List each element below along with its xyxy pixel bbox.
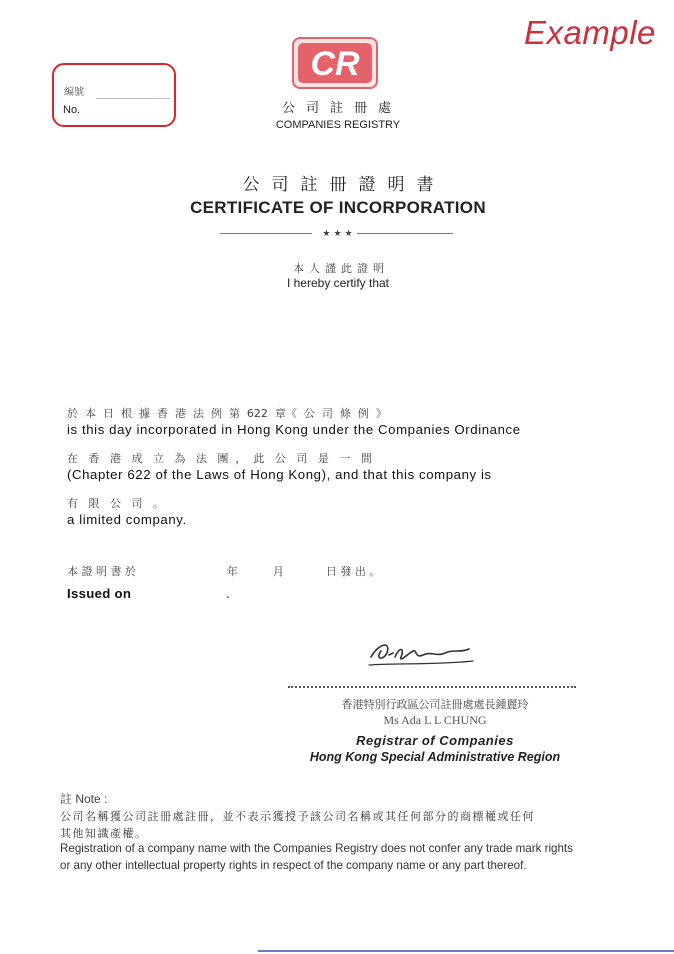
- note-text-en-1: Registration of a company name with the Companies Registry does not confer any trade mark rights: [60, 842, 573, 855]
- certificate-title-zh: 公司註冊證明書: [242, 175, 446, 195]
- note-heading: 註 Note :: [60, 792, 108, 806]
- registrar-title: Registrar of Companies: [356, 733, 514, 748]
- note-text-en-2: or any other intellectual property rights in respect of the company name or any part thereof.: [60, 859, 527, 872]
- registry-name-zh: 公司註冊處: [281, 101, 402, 116]
- registry-name-en: COMPANIES REGISTRY: [275, 119, 401, 131]
- registrar-name-en: Ms Ada L L CHUNG: [383, 713, 487, 727]
- companies-registry-logo: [292, 37, 378, 89]
- page-bottom-edge: [258, 950, 674, 952]
- watermark-example: Example: [524, 14, 656, 51]
- registrar-region: Hong Kong Special Administrative Region: [309, 750, 561, 764]
- ornament-stars: ★★★: [322, 228, 356, 238]
- certify-text-en: I hereby certify that: [286, 276, 390, 290]
- ornament-line-right: [357, 233, 453, 234]
- certificate-title-en: CERTIFICATE OF INCORPORATION: [190, 198, 486, 217]
- logo-text: CR: [310, 45, 360, 83]
- body-line2-zh: 在 香 港 成 立 為 法 團 ， 此 公 司 是 一 間: [67, 452, 372, 465]
- body-line1-zh: 於 本 日 根 據 香 港 法 例 第 622 章《 公 司 條 例 》: [67, 407, 387, 420]
- certify-text-zh: 本人謹此證明: [293, 262, 389, 275]
- issued-text-en: Issued on: [67, 586, 132, 601]
- note-text-zh-2: 其他知識產權。: [60, 827, 148, 840]
- registrar-name-zh: 香港特別行政區公司註冊處處長鍾麗玲: [341, 698, 529, 711]
- body-line3-en: a limited company.: [67, 512, 187, 527]
- signature-dotted-line: [288, 686, 576, 688]
- body-line1-en: is this day incorporated in Hong Kong under the Companies Ordinance: [67, 422, 521, 437]
- number-label-zh: 編號: [64, 87, 84, 98]
- body-line2-en: (Chapter 622 of the Laws of Hong Kong), and that this company is: [67, 467, 492, 482]
- issued-text-zh: 本 證 明 書 於 年 月 日 發 出 。: [67, 565, 381, 578]
- note-text-zh-1: 公司名稱獲公司註冊處註冊，並不表示獲授予該公司名稱或其任何部分的商標權或任何: [60, 810, 535, 823]
- registrar-signature: [365, 635, 477, 675]
- issued-period: .: [226, 586, 231, 601]
- body-line3-zh: 有 限 公 司 。: [67, 497, 164, 510]
- number-label-en: No.: [63, 104, 81, 116]
